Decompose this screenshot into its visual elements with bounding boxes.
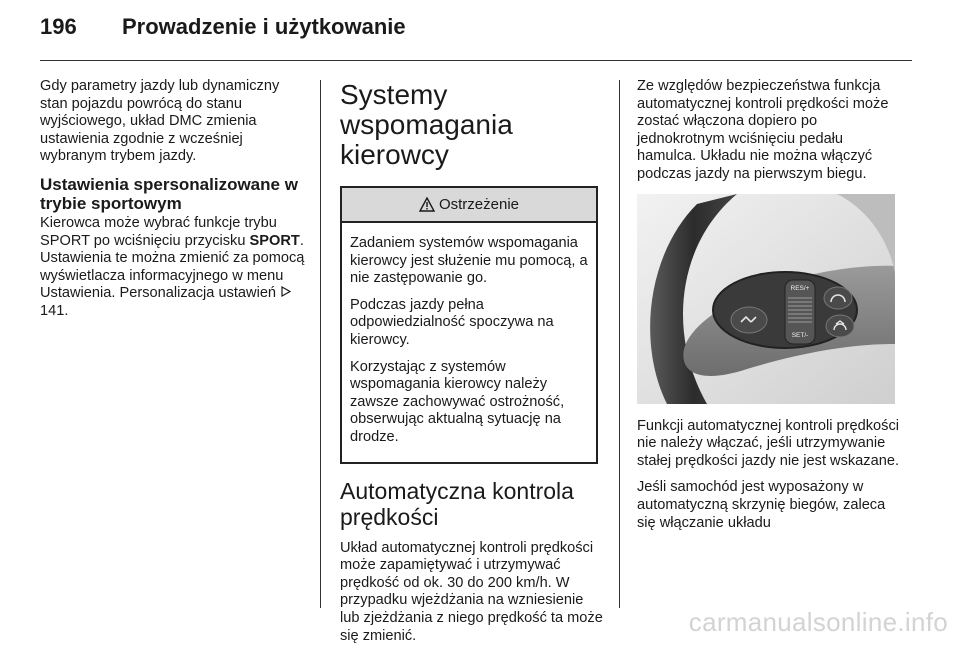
heading-cruise-control: Automatyczna kontrola prędkości bbox=[340, 477, 574, 530]
column-2 bbox=[340, 78, 604, 654]
res-label: RES/+ bbox=[790, 284, 810, 292]
watermark: carmanualsonline.info bbox=[688, 607, 948, 637]
warning-paragraph-2: Podczas jazdy pełna odpowiedzialność spoczywa na kierowcy. bbox=[350, 296, 554, 348]
page-reference-arrow-icon bbox=[280, 285, 292, 303]
paragraph-sport-mode bbox=[40, 215, 308, 321]
set-label: SET/- bbox=[791, 331, 809, 339]
column-1 bbox=[40, 78, 308, 330]
warning-title: Ostrzeżenie bbox=[438, 195, 520, 213]
chapter-title: Prowadzenie i użytkowanie bbox=[122, 14, 406, 39]
sport-button-name: SPORT bbox=[249, 232, 300, 249]
column-3 bbox=[637, 78, 902, 541]
header-rule bbox=[40, 60, 912, 61]
paragraph-not-recommended: Funkcji automatycznej kontroli prędkości nie należy włączać, jeśli utrzymywanie stałej prędkości jazdy nie jest wskazane. bbox=[637, 417, 900, 469]
paragraph-safety: Ze względów bezpieczeństwa funkcja automatycznej kontroli prędkości może zostać włączona dopiero po jednokrotnym wciśnięciu pedału hamulca. Układu nie można włączyć podczas jazdy na pierwszym biegu. bbox=[637, 78, 889, 182]
subheading-sport-settings: Ustawienia spersonalizowane w trybie sportowym bbox=[40, 174, 298, 213]
warning-body bbox=[342, 223, 596, 462]
warning-paragraph-3: Korzystając z systemów wspomagania kierowcy należy zawsze zachowywać ostrożność, obserwując aktualną sytuację na drodze. bbox=[350, 358, 565, 445]
warning-paragraph-1: Zadaniem systemów wspomagania kierowcy jest służenie mu pomocą, a nie zastępowanie go. bbox=[350, 235, 588, 287]
column-divider-1 bbox=[320, 80, 321, 608]
heading-driver-assistance: Systemy wspomagania kierowcy bbox=[340, 79, 513, 170]
warning-box bbox=[340, 186, 598, 464]
warning-header bbox=[342, 188, 596, 223]
paragraph-dmc: Gdy parametry jazdy lub dynamiczny stan pojazdu powrócą do stanu wyjściowego, układ DMC zmienia ustawienia zgodnie z wcześniej wybranym trybem jazdy. bbox=[40, 78, 280, 165]
page-number: 196 bbox=[40, 14, 77, 39]
page-reference-link[interactable]: 141. bbox=[40, 302, 69, 319]
sport-text-2: . Ustawienia te można zmienić za pomocą wyświetlacza informacyjnego w menu Ustawienia. Personalizacja ustawień bbox=[40, 232, 305, 302]
paragraph-automatic-gearbox: Jeśli samochód jest wyposażony w automatyczną skrzynię biegów, zaleca się włączanie układu bbox=[637, 479, 886, 531]
steering-wheel-controls-illustration bbox=[637, 194, 895, 404]
column-divider-2 bbox=[619, 80, 620, 608]
warning-triangle-icon bbox=[419, 197, 435, 212]
paragraph-cruise-intro: Układ automatycznej kontroli prędkości może zapamiętywać i utrzymywać prędkość od ok. 30 do 200 km/h. W przypadku wjeżdżania na wzniesienie lub zjeżdżania z niego prędkość ta może się zmienić. bbox=[340, 539, 603, 644]
sport-text-1: Kierowca może wybrać funkcje trybu SPORT po wciśnięciu przycisku bbox=[40, 214, 277, 249]
